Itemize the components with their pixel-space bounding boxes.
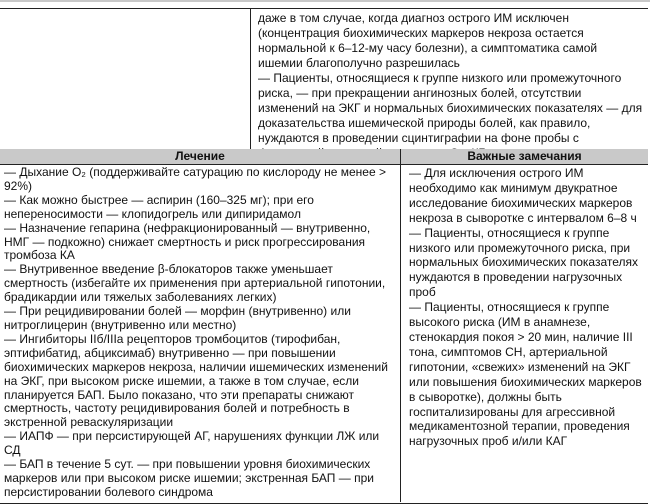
treatment-item: — Внутривенное введение β-блокаторов также уменьшает смертность (избегайте их применения при артериальной гипотонии, брадикардии или тяжелых заболеваниях легких): [4, 262, 386, 305]
treatment-item: — Ингибиторы IIб/IIIа рецепторов тромбоцитов (тирофибан, эптифибатид, абциксимаб) внутривенно — при повышении биохимических маркеров некроза, наличии ишемических изменений на ЭКГ, при высоком риске ишемии, а также в том случае, если планируется БАП. Было показано, что эти препараты снижают смертность, частоту рецидивирования болей и потребность в экстренной реваскуляризации: [4, 331, 388, 430]
treatment-item: — Дыхание O₂ (поддерживайте сатурацию по кислороду не менее > 92%): [4, 165, 386, 193]
treatment-item: — БАП в течение 5 сут. — при повышении уровня биохимических маркеров или при высоком риске ишемии; экстренная БАП — при персистировании болевого синдрома: [4, 457, 374, 499]
treatment-item: — ИАПФ — при персистирующей АГ, нарушениях функции ЛЖ или СД: [4, 429, 380, 458]
treatment-item: — Назначение гепарина (нефракционированный — внутривенно, НМГ — подкожно) снижает смертность и риск прогрессирования тромбоза КА: [4, 220, 371, 263]
notes-column: [401, 165, 648, 502]
continued-row-empty-cell: [0, 9, 251, 149]
table-body-row: [0, 165, 648, 502]
continued-paragraph: даже в том случае, когда диагноз острого ИМ исключен (концентрация биохимических маркеров некроза остается нормальной к 6–12-му часу болезни), а симптоматика самой ишемии благополучно разрешилась: [258, 11, 598, 70]
treatment-column: [0, 165, 401, 502]
continued-row: [0, 9, 648, 150]
continued-paragraph: — Пациенты, относящиеся к группе низкого или промежуточного риска, — при прекращении ангинозных болей, отсутствии изменений на ЭКГ и нормальных биохимических показателях — для доказательства ишемической природы болей, как правило, нуждаются в проведении сцинтиграфии на фоне пробы с: [258, 71, 643, 145]
treatment-header: Лечение: [0, 149, 401, 164]
treatment-item: — При рецидивировании болей — морфин (внутривенно) или нитроглицерин (внутривенно или местно): [4, 304, 351, 332]
top-divider-line: [0, 0, 650, 2]
treatment-item: — Как можно быстрее — аспирин (160–325 мг); при его непереносимости — клопидогрель или дипиридамол: [4, 192, 314, 221]
notes-item: — Пациенты, относящиеся к группе высокого риска (ИМ в анамнезе, стенокардия покоя > 20 мин, наличие III тона, симптомов СН, артериальной гипотонии, «свежих» изменений на ЭКГ или повышения биохимических маркеров в сыворотке), должны быть госпитализированы для агрессивной медикаментозной терапии, проведения нагрузочных проб и/или КАГ: [409, 300, 642, 449]
notes-item: — Для исключения острого ИМ необходимо как минимум двукратное исследование биохимических маркеров некроза в сыворотке с интервалом 6–8 ч: [409, 166, 637, 225]
notes-item: — Пациенты, относящиеся к группе низкого или промежуточного риска, при нормальных биохимических показателях нуждаются в проведении нагрузочных проб: [409, 225, 638, 300]
table-header-row: [0, 149, 648, 165]
notes-header: Важные замечания: [467, 149, 582, 163]
continued-row-text-cell: [258, 11, 644, 147]
clinical-table: [0, 8, 648, 504]
